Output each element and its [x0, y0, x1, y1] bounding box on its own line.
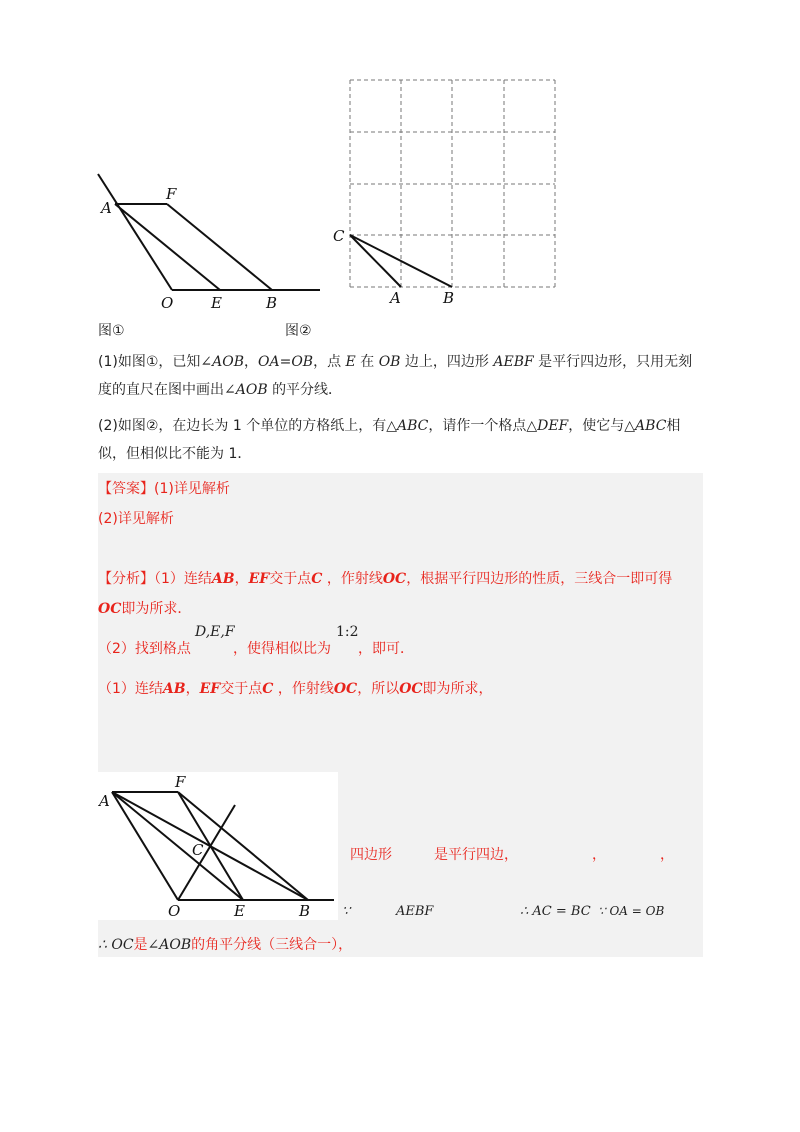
label-e: E: [234, 902, 245, 920]
label-b: B: [266, 294, 278, 312]
segment-ae: [112, 792, 243, 900]
label-b: B: [299, 902, 311, 920]
math-ac-eq-bc: ∴ AC = BC: [520, 904, 591, 919]
segment-ao: [112, 792, 178, 900]
label-o: O: [161, 294, 174, 312]
math-because: ∵: [342, 904, 351, 919]
math-oa-eq-ob: ∵ OA = OB: [598, 904, 665, 918]
math-aebf: AEBF: [396, 904, 434, 919]
analysis-line-1: 【分析】（1）连结AB，EF交于点C ，作射线OC，根据平行四边形的性质，三线合一即可得: [98, 571, 673, 587]
answer-1: (1)详见解析: [154, 481, 230, 497]
label-c: C: [333, 227, 345, 245]
figure-1-caption: 图①: [98, 323, 125, 339]
figure-2: [330, 75, 560, 307]
label-a2: A: [390, 289, 401, 307]
label-a: A: [99, 792, 110, 810]
answer-line-2: (2)详见解析: [98, 511, 174, 527]
segment-fb: [167, 204, 272, 290]
analysis-line-3b: ，使得相似比为: [233, 641, 331, 657]
segment-ae: [115, 204, 220, 290]
label-b2: B: [443, 289, 455, 307]
analysis-math-def: D,E,F: [195, 624, 235, 640]
solution-text-r1: 四边形: [350, 847, 392, 863]
label-e: E: [211, 294, 222, 312]
answer-line-1: [98, 478, 230, 498]
question-part-1: (1)如图①，已知∠AOB，OA=OB，点 E 在 OB 边上，四边形 AEBF 是平行四边形，只用无刻度的直尺在图中画出∠AOB 的平分线．: [98, 354, 693, 398]
label-f: F: [175, 773, 186, 791]
solution-figure: [98, 772, 338, 920]
solution-line-1: （1）连结AB，EF交于点C ，作射线OC，所以OC即为所求，: [98, 681, 493, 697]
dashed-grid: [350, 80, 555, 287]
analysis-line-3: （2）找到格点: [98, 641, 191, 657]
label-o: O: [168, 902, 181, 920]
label-a: A: [101, 199, 112, 217]
solution-text-r4: ，: [660, 847, 674, 863]
analysis-tag: 【分析】: [98, 571, 154, 587]
analysis-line-2: OC即为所求．: [98, 601, 192, 617]
solution-last-line: ∴ OC是∠AOB的角平分线（三线合一），: [98, 937, 353, 953]
figure-2-caption: 图②: [285, 323, 312, 339]
ray-ao: [98, 174, 172, 290]
analysis-line-3c: ，即可．: [358, 641, 414, 657]
answer-tag: 【答案】: [98, 481, 154, 497]
label-f: F: [166, 185, 177, 203]
segment-ca: [350, 235, 401, 287]
label-c: C: [192, 841, 204, 859]
solution-text-r2: 是平行四边，: [434, 847, 518, 863]
analysis-math-ratio: 1:2: [336, 624, 359, 640]
figure-1: [92, 168, 332, 313]
question-part-2: (2)如图②，在边长为 1 个单位的方格纸上，有△ABC，请作一个格点△DEF，使它与△ABC相似，但相似比不能为 1．: [98, 418, 681, 462]
solution-text-r3: ，: [592, 847, 606, 863]
